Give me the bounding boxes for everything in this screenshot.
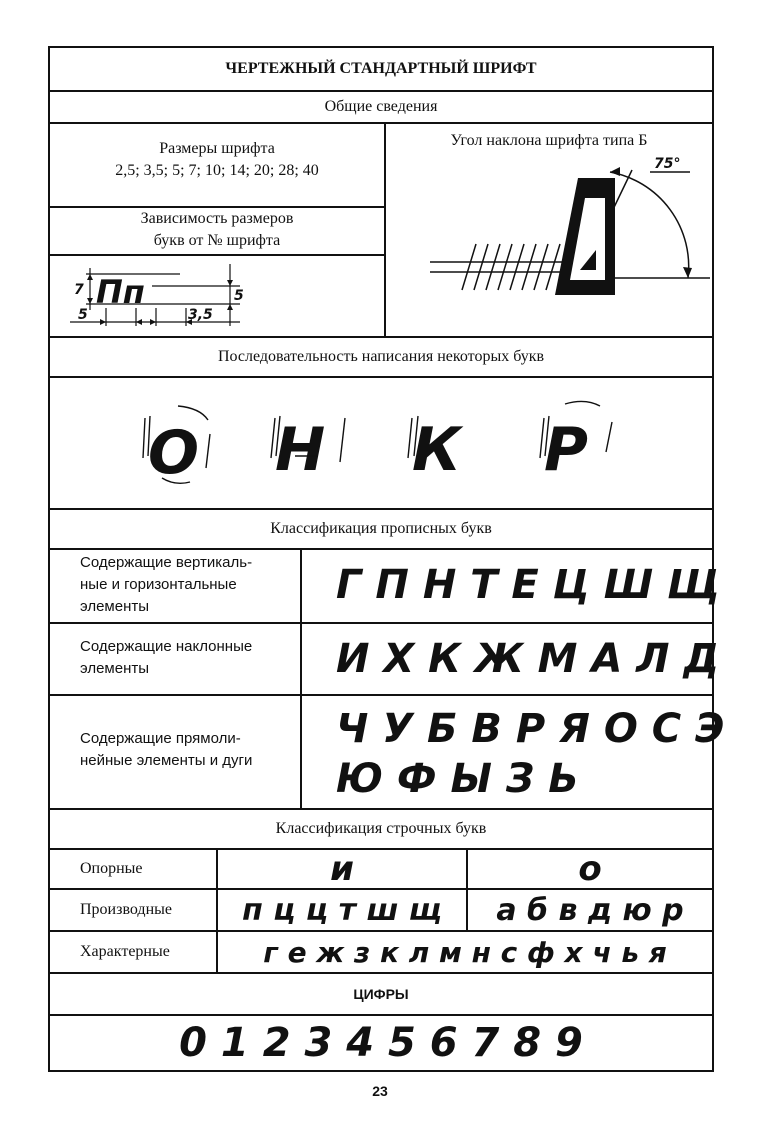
lowercase-row-1-left: и <box>330 849 354 889</box>
rule <box>48 548 714 550</box>
rule <box>384 122 386 336</box>
lowercase-heading: Классификация строчных букв <box>275 820 487 837</box>
letter-sequence-panel <box>50 378 712 508</box>
letters-line: Ю Ф Ы З Ь <box>336 756 579 802</box>
sequence-heading: Последовательность написания некоторых букв <box>217 348 545 365</box>
stroke-arrows <box>143 401 612 483</box>
sizes-heading: Размеры шрифта <box>159 140 275 157</box>
letter-size-diagram <box>60 256 250 334</box>
digits-row: 0 1 2 3 4 5 6 7 8 9 <box>179 1020 583 1066</box>
uppercase-row-3-letters <box>336 704 724 804</box>
letters-line: Ч У Б В Р Я О С Э <box>336 706 725 752</box>
sequence-letter-r: Р <box>544 415 588 485</box>
label-line: Содержащие прямоли- <box>80 730 241 747</box>
slant-angle-diagram <box>420 150 710 332</box>
digits-heading: ЦИФРЫ <box>353 986 409 1002</box>
label-line: Содержащие вертикаль- <box>80 554 253 571</box>
lowercase-row-3-letters: г е ж з к л м н с ф х ч ь я <box>263 935 667 969</box>
uppercase-row-1-label <box>80 552 296 618</box>
lowercase-row-2-right: а б в д ю р <box>496 892 684 928</box>
sequence-letter-o: О <box>148 418 200 488</box>
dependency-heading-line1: Зависимость размеров <box>140 210 294 227</box>
uppercase-row-3-label <box>80 728 296 772</box>
uppercase-heading: Классификация прописных букв <box>270 520 492 537</box>
dependency-heading-line2: букв от № шрифта <box>153 232 281 249</box>
label-line: элементы <box>80 660 150 677</box>
lowercase-row-2-label: Производные <box>80 901 172 918</box>
uppercase-row-1-letters: Г П Н Т Е Ц Ш Щ <box>336 562 721 608</box>
dimension-label-7: 7 <box>74 282 84 298</box>
uppercase-row-2-letters: И Х К Ж М А Л Д <box>336 636 720 682</box>
angle-label: 75° <box>654 156 681 172</box>
lowercase-row-3-label: Характерные <box>80 943 170 960</box>
dimension-label-5-bottom: 5 <box>78 307 88 323</box>
sequence-letter-n: Н <box>275 415 326 485</box>
rule <box>48 122 714 124</box>
lowercase-row-1-label: Опорные <box>80 860 143 877</box>
lowercase-row-1-right: о <box>578 849 602 889</box>
page-number: 23 <box>372 1083 388 1099</box>
page-title: ЧЕРТЕЖНЫЙ СТАНДАРТНЫЙ ШРИФТ <box>225 60 537 77</box>
lowercase-row-2-left: п ц ц т ш щ <box>242 892 442 928</box>
label-line: ные и горизонтальные <box>80 576 237 593</box>
label-line: нейные элементы и дуги <box>80 752 253 769</box>
uppercase-row-2-label <box>80 636 296 680</box>
sequence-letter-k: К <box>412 415 462 485</box>
label-line: Содержащие наклонные <box>80 638 253 655</box>
rule <box>300 548 302 808</box>
rule <box>48 622 714 624</box>
rule <box>48 694 714 696</box>
sizes-values: 2,5; 3,5; 5; 7; 10; 14; 20; 28; 40 <box>115 162 319 179</box>
dimension-label-5-right: 5 <box>234 288 244 304</box>
dependency-letters: Пп <box>96 273 145 311</box>
label-line: элементы <box>80 598 150 615</box>
section-heading-general: Общие сведения <box>324 98 438 115</box>
angle-heading: Угол наклона шрифта типа Б <box>450 132 648 149</box>
dimension-label-3-5: 3,5 <box>188 307 213 323</box>
